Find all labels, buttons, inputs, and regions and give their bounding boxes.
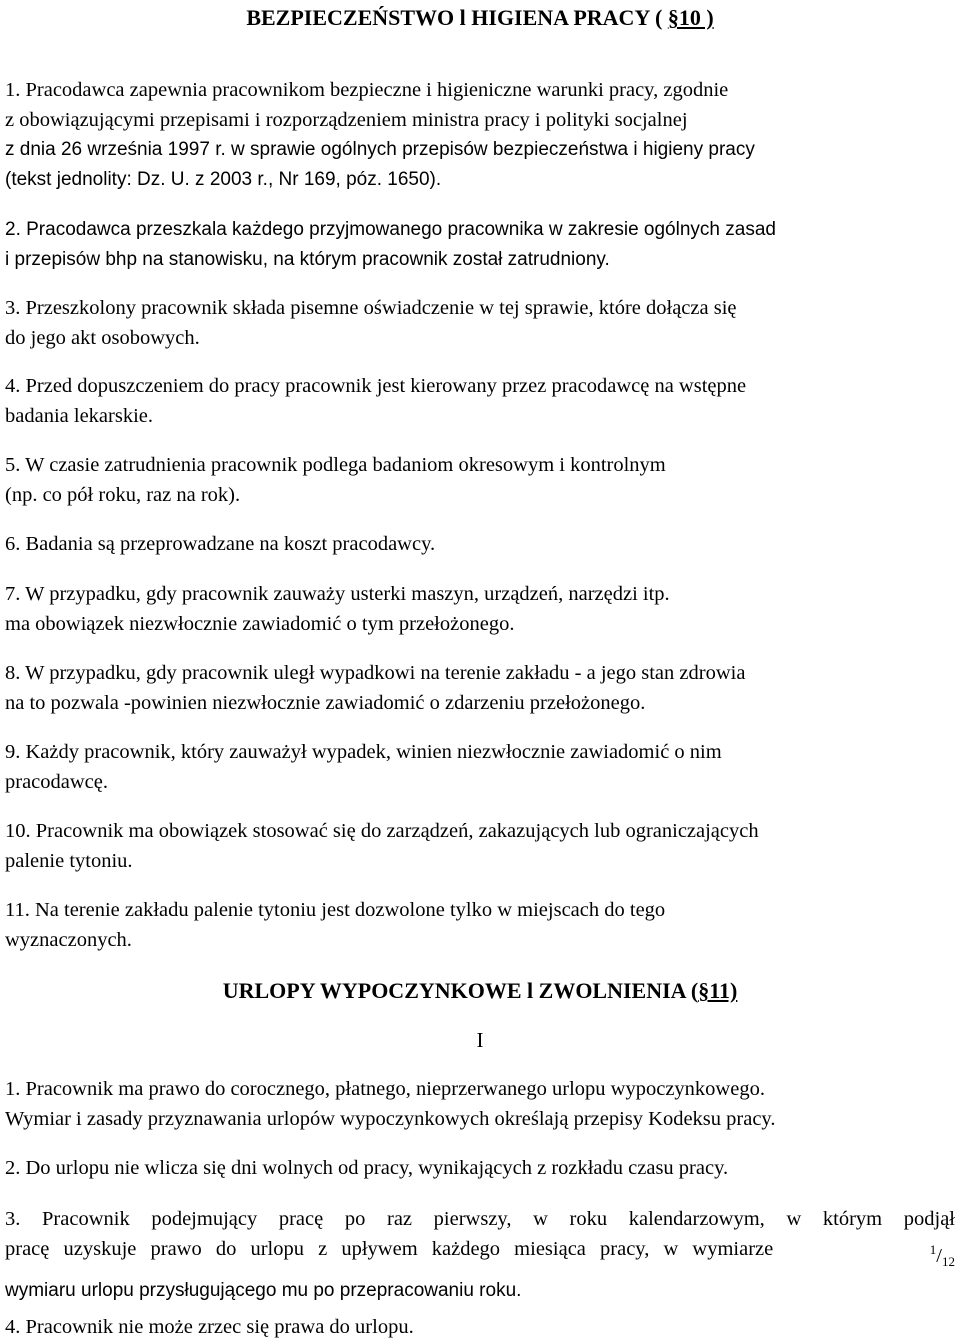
section-title-text: URLOPY WYPOCZYNKOWE l ZWOLNIENIA ( (222, 978, 699, 1003)
urlop-item-2 (5, 1154, 955, 1184)
text-segment: pracę uzyskuje prawo do urlopu z upływem każdego miesiąca pracy, w wymiarze (5, 1237, 774, 1260)
text-line: palenie tytoniu. (5, 849, 133, 872)
bhp-item-1 (5, 76, 955, 194)
text-line-with-fraction (5, 1235, 955, 1277)
text-line: na to pozwala -powinien niezwłocznie zawiadomić o zdarzeniu przełożonego. (5, 691, 646, 714)
text-line: do jego akt osobowych. (5, 326, 200, 349)
text-line: wyznaczonych. (5, 928, 132, 951)
section-title-text: BEZPIECZEŃSTWO l HIGIENA PRACY ( (246, 5, 668, 30)
fraction-slash: / (936, 1244, 942, 1267)
urlop-item-3 (5, 1205, 955, 1306)
bhp-item-4 (5, 372, 955, 431)
bhp-item-5 (5, 451, 955, 510)
text-line: z obowiązującymi przepisami i rozporządzeniem ministra pracy i polityki socjalnej (5, 108, 688, 131)
bhp-item-8 (5, 659, 955, 718)
text-line: 10. Pracownik ma obowiązek stosować się do zarządzeń, zakazujących lub ograniczających (5, 820, 759, 842)
text-line: pracodawcę. (5, 770, 109, 793)
text-line: (tekst jednolity: Dz. U. z 2003 r., Nr 169, póz. 1650). (5, 168, 442, 190)
text-line: 7. W przypadku, gdy pracownik zauważy usterki maszyn, urządzeń, narzędzi itp. (5, 583, 670, 605)
fraction-denominator: 12 (942, 1253, 955, 1269)
bhp-item-2 (5, 215, 955, 274)
text-line: 1. Pracownik ma prawo do corocznego, płatnego, nieprzerwanego urlopu wypoczynkowego. (5, 1078, 765, 1100)
text-line: 8. W przypadku, gdy pracownik uległ wypadkowi na terenie zakładu - a jego stan zdrowia (5, 662, 746, 684)
fraction (930, 1235, 955, 1277)
text-line: 9. Każdy pracownik, który zauważył wypadek, winien niezwłocznie zawiadomić o nim (5, 741, 722, 763)
text-line: 3. Przeszkolony pracownik składa pisemne oświadczenie w tej sprawie, które dołącza się (5, 297, 737, 319)
text-line: z dnia 26 września 1997 r. w sprawie ogólnych przepisów bezpieczeństwa i higieny pracy (5, 139, 755, 160)
section-reference: §10 ) (667, 5, 714, 30)
text-line: 3. Pracownik podejmujący pracę po raz pierwszy, w roku kalendarzowym, w którym podjął (5, 1208, 955, 1230)
text-line: 2. Pracodawca przeszkala każdego przyjmowanego pracownika w zakresie ogólnych zasad (5, 219, 776, 240)
bhp-item-3 (5, 294, 955, 353)
bhp-item-10 (5, 817, 955, 876)
text-line: i przepisów bhp na stanowisku, na którym pracownik został zatrudniony. (5, 248, 610, 270)
section-reference: §11) (698, 978, 738, 1003)
text-line: 4. Pracownik nie może zrzec się prawa do urlopu. (5, 1316, 414, 1338)
text-line: ma obowiązek niezwłocznie zawiadomić o tym przełożonego. (5, 612, 515, 635)
text-line: 6. Badania są przeprowadzane na koszt pracodawcy. (5, 533, 436, 555)
text-line: 5. W czasie zatrudnienia pracownik podlega badaniom okresowym i kontrolnym (5, 454, 666, 476)
text-line: wymiaru urlopu przysługującego mu po przepracowaniu roku. (5, 1280, 522, 1301)
text-line: Wymiar i zasady przyznawania urlopów wypoczynkowych określają przepisy Kodeksu pracy. (5, 1107, 776, 1130)
urlop-item-1 (5, 1075, 955, 1134)
bhp-item-7 (5, 580, 955, 639)
bhp-item-6 (5, 530, 955, 560)
bhp-item-9 (5, 738, 955, 797)
bhp-item-11 (5, 896, 955, 955)
text-line: 11. Na terenie zakładu palenie tytoniu jest dozwolone tylko w miejscach do tego (5, 899, 666, 921)
section-title-urlopy (0, 976, 960, 1006)
text-line: (np. co pół roku, raz na rok). (5, 483, 241, 506)
fraction-numerator: 1 (929, 1241, 937, 1257)
text-line: 1. Pracodawca zapewnia pracownikom bezpieczne i higieniczne warunki pracy, zgodnie (5, 79, 729, 101)
urlop-item-4 (5, 1313, 955, 1343)
section-title-bhp (0, 3, 960, 33)
text-line: 2. Do urlopu nie wlicza się dni wolnych od pracy, wynikających z rozkładu czasu pracy. (5, 1157, 729, 1179)
text-line: badania lekarskie. (5, 404, 153, 427)
section-subheading: I (476, 1028, 484, 1052)
text-line: 4. Przed dopuszczeniem do pracy pracownik jest kierowany przez pracodawcę na wstępne (5, 375, 747, 397)
